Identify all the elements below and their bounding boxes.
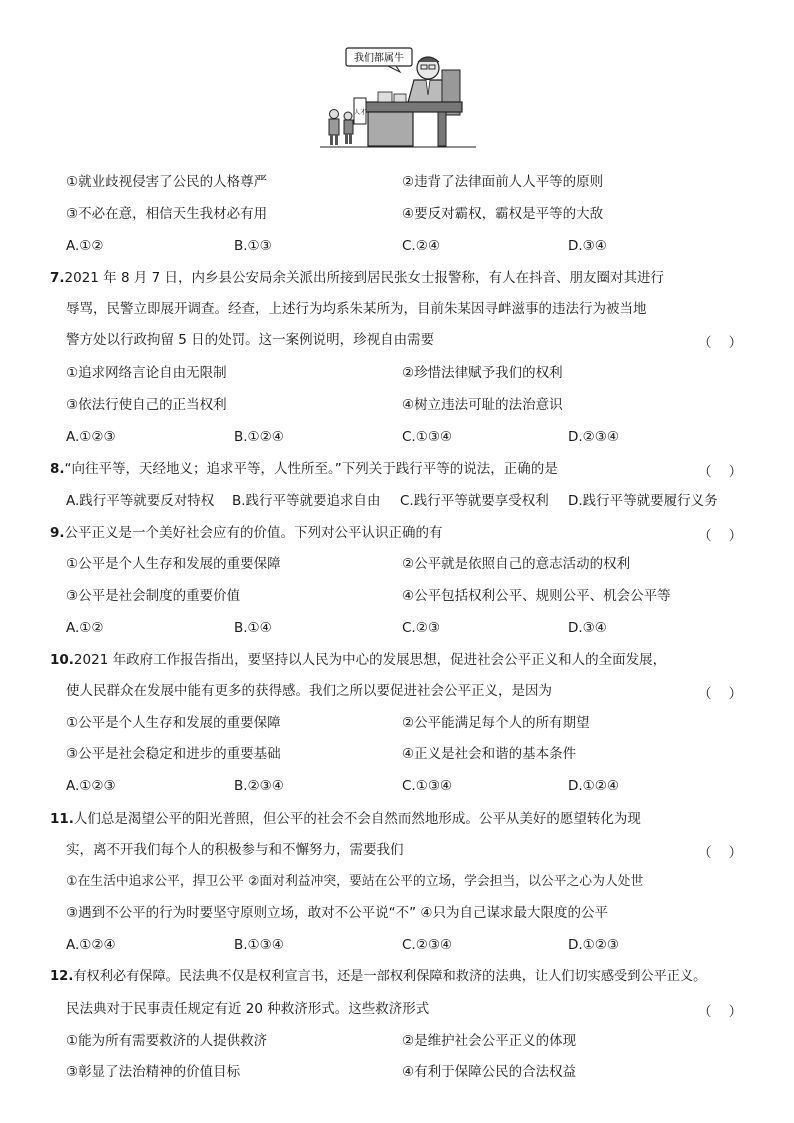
- q7-answer-blank: （ ）: [698, 335, 743, 351]
- q8-choice-c: C.践行平等就要享受权利: [400, 493, 549, 509]
- prev-q-option-4: ④要反对霸权，霸权是平等的大敌: [402, 206, 604, 222]
- q12-option-1: ①能为所有需要救济的人提供救济: [66, 1033, 268, 1049]
- q7-choice-d: D.②③④: [568, 429, 619, 445]
- q9-answer-blank: （ ）: [698, 528, 743, 544]
- q7-option-1: ①追求网络言论自由无限制: [66, 365, 227, 381]
- q7-stem-line1: 7.2021 年 8 月 7 日，内乡县公安局余关派出所接到居民张女士报警称，有人在抖音、朋友圈对其进行: [50, 270, 665, 286]
- prev-q-option-2: ②违背了法律面前人人平等的原则: [402, 174, 604, 190]
- q12-answer-blank: （ ）: [698, 1004, 743, 1020]
- q7-choice-b: B.①②④: [234, 429, 284, 445]
- q9-option-1: ①公平是个人生存和发展的重要保障: [66, 556, 281, 572]
- q12-number: 12.: [50, 969, 74, 984]
- q10-option-4: ④正义是社会和谐的基本条件: [402, 746, 577, 762]
- q11-stem-line2: 实，离不开我们每个人的积极参与和不懈努力，需要我们: [66, 842, 404, 858]
- prev-q-option-1: ①就业歧视侵害了公民的人格尊严: [66, 174, 268, 190]
- prev-q-choice-a: A.①②: [66, 238, 104, 254]
- q11-answer-blank: （ ）: [698, 845, 743, 861]
- q10-answer-blank: （ ）: [698, 686, 743, 702]
- prev-q-choice-b: B.①③: [234, 238, 272, 254]
- q10-choice-d: D.①②④: [568, 778, 619, 794]
- q10-choice-a: A.①②③: [66, 778, 116, 794]
- q9-option-2: ②公平就是依照自己的意志活动的权利: [402, 556, 631, 572]
- q9-stem: 9.公平正义是一个美好社会应有的价值。下列对公平认识正确的有: [50, 525, 443, 541]
- prev-q-choice-d: D.③④: [568, 238, 607, 254]
- q10-choice-c: C.①③④: [402, 778, 453, 794]
- q10-stem-line1: 10.2021 年政府工作报告指出，要坚持以人民为中心的发展思想，促进社会公平正义和人的全面发展，: [50, 652, 667, 668]
- q7-number: 7.: [50, 270, 65, 286]
- q10-choice-b: B.②③④: [234, 778, 284, 794]
- q8-stem: 8.“向往平等，天经地义；追求平等，人性所至。”下列关于践行平等的说法，正确的是: [50, 461, 558, 477]
- q10-option-1: ①公平是个人生存和发展的重要保障: [66, 715, 281, 731]
- q7-option-3: ③依法行使自己的正当权利: [66, 397, 227, 413]
- q11-options-3-4: ③遇到不公平的行为时要坚守原则立场，敢对不公平说“不” ④只为自己谋求最大限度的公平: [66, 905, 608, 921]
- q7-option-2: ②珍惜法律赋予我们的权利: [402, 365, 563, 381]
- desk-sign-text: 人才: [353, 109, 367, 116]
- q10-option-3: ③公平是社会稳定和进步的重要基础: [66, 746, 281, 762]
- q8-choice-b: B.践行平等就要追求自由: [232, 493, 381, 509]
- q10-option-2: ②公平能满足每个人的所有期望: [402, 715, 590, 731]
- q12-option-3: ③彰显了法治精神的价值目标: [66, 1064, 241, 1080]
- q9-option-4: ④公平包括权利公平、规则公平、机会公平等: [402, 588, 671, 604]
- q11-choice-a: A.①②④: [66, 937, 116, 953]
- q9-number: 9.: [50, 525, 65, 541]
- q12-stem-line1: 12.有权利必有保障。民法典不仅是权利宣言书，还是一部权利保障和救济的法典，让人们切实感受到公平正义。: [50, 969, 707, 984]
- q9-choice-b: B.①④: [234, 620, 272, 636]
- q9-option-3: ③公平是社会制度的重要价值: [66, 588, 241, 604]
- q7-choice-a: A.①②③: [66, 429, 116, 445]
- speech-bubble-text: 我们都属牛: [354, 53, 404, 64]
- prev-q-option-3: ③不必在意，相信天生我材必有用: [66, 206, 268, 222]
- q8-choice-a: A.践行平等就要反对特权: [66, 493, 215, 509]
- q11-number: 11.: [50, 811, 74, 827]
- prev-q-choice-c: C.②④: [402, 238, 440, 254]
- q10-number: 10.: [50, 652, 74, 668]
- q12-option-4: ④有利于保障公民的合法权益: [402, 1064, 577, 1080]
- q9-choice-a: A.①②: [66, 620, 104, 636]
- q12-option-2: ②是维护社会公平正义的体现: [402, 1033, 577, 1049]
- q11-stem-line1: 11.人们总是渴望公平的阳光普照，但公平的社会不会自然而然地形成。公平从美好的愿望转化为现: [50, 811, 641, 827]
- q9-choice-d: D.③④: [568, 620, 607, 636]
- q11-choice-c: C.②③④: [402, 937, 453, 953]
- q11-choice-d: D.①②③: [568, 937, 619, 953]
- q7-stem-line3: 警方处以行政拘留 5 日的处罚。这一案例说明，珍视自由需要: [66, 332, 435, 348]
- q8-number: 8.: [50, 461, 65, 477]
- q8-answer-blank: （ ）: [698, 464, 743, 480]
- q11-options-1-2: ①在生活中追求公平，捍卫公平 ②面对利益冲突，要站在公平的立场，学会担当，以公平之心为人处世: [66, 874, 644, 889]
- q12-stem-line2: 民法典对于民事责任规定有近 20 种救济形式。这些救济形式: [66, 1001, 430, 1017]
- q8-choice-d: D.践行平等就要履行义务: [568, 493, 718, 509]
- q10-stem-line2: 使人民群众在发展中能有更多的获得感。我们之所以要促进社会公平正义，是因为: [66, 683, 552, 699]
- q11-choice-b: B.①③④: [234, 937, 284, 953]
- cartoon-illustration: [318, 40, 478, 150]
- q7-stem-line2: 辱骂，民警立即展开调查。经查，上述行为均系朱某所为，目前朱某因寻衅滋事的违法行为被当地: [66, 301, 647, 317]
- q7-choice-c: C.①③④: [402, 429, 453, 445]
- q7-option-4: ④树立违法可耻的法治意识: [402, 397, 563, 413]
- q9-choice-c: C.②③: [402, 620, 440, 636]
